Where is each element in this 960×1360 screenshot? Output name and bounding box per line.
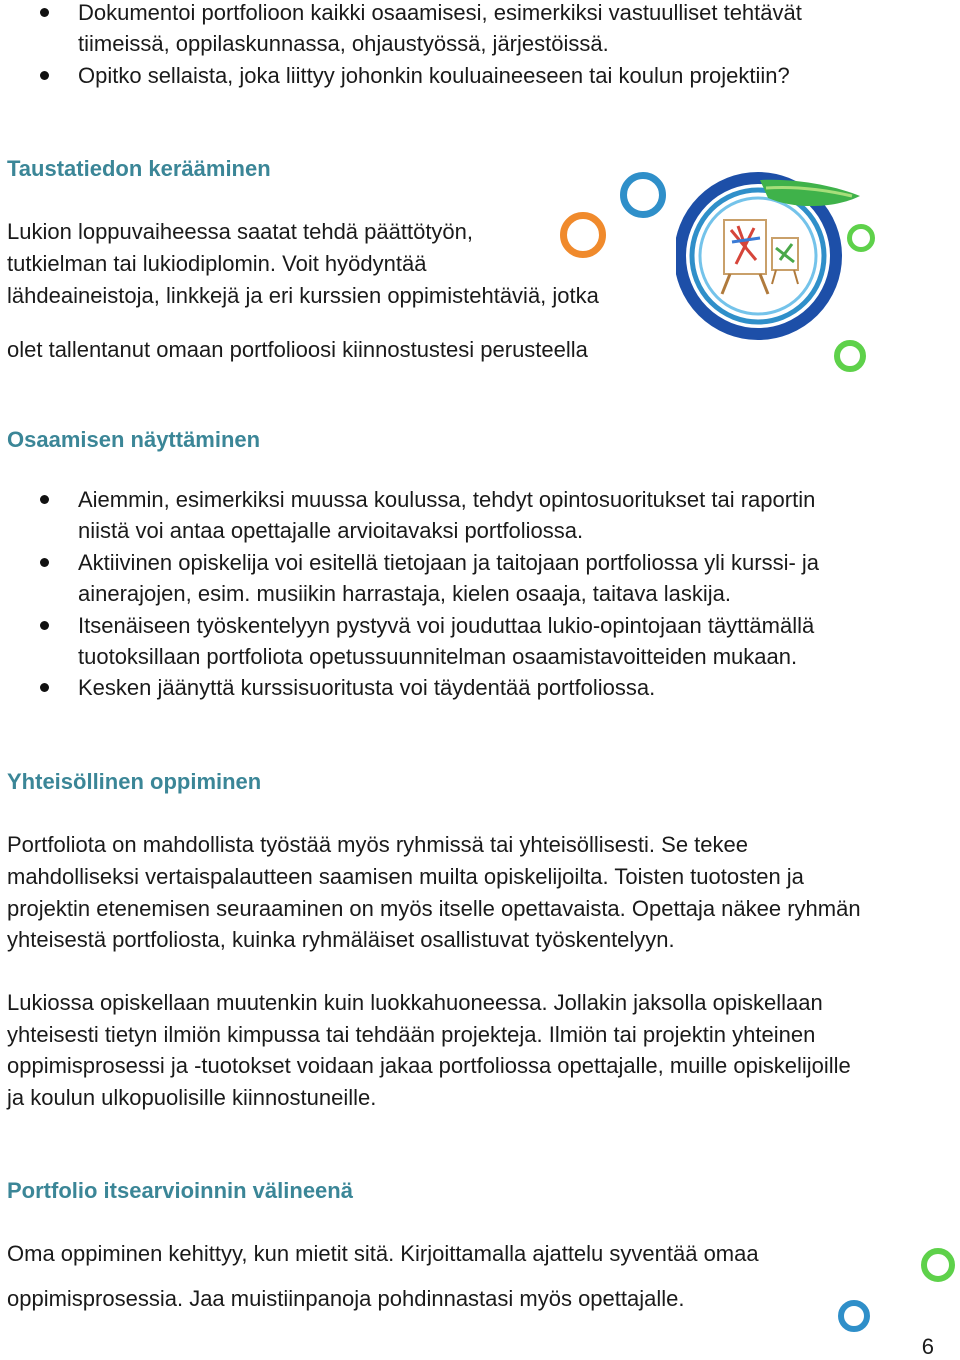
- list-item: Aktiivinen opiskelija voi esitellä tietojaan ja taitojaan portfoliossa yli kurssi- ja: [78, 550, 820, 575]
- list-item: tuotoksillaan portfoliota opetussuunnitelman osaamistavoitteiden mukaan.: [78, 644, 798, 669]
- bullet-dot: [40, 71, 49, 80]
- painting-easels-icon: [676, 168, 866, 340]
- list-item: Aiemmin, esimerkiksi muussa koulussa, tehdyt opintosuoritukset tai raportin: [78, 487, 816, 512]
- list-item: Dokumentoi portfolioon kaikki osaamisesi, esimerkiksi vastuulliset tehtävät: [78, 0, 802, 25]
- list-item: Opitko sellaista, joka liittyy johonkin kouluaineeseen tai koulun projektiin?: [78, 63, 790, 88]
- paragraph-line: olet tallentanut omaan portfolioosi kiinnostustesi perusteella: [7, 337, 588, 362]
- blue-ring-icon: [620, 172, 666, 218]
- paragraph-line: projektin etenemisen seuraaminen on myös itselle opettavaista. Opettaja näkee ryhmän: [7, 896, 861, 921]
- green-ring-icon: [834, 340, 866, 372]
- paragraph-line: oppimisprosessia. Jaa muistiinpanoja pohdinnastasi myös opettajalle.: [7, 1286, 685, 1311]
- section-heading: Taustatiedon kerääminen: [7, 156, 271, 181]
- section-heading: Osaamisen näyttäminen: [7, 427, 261, 452]
- orange-ring-icon: [560, 212, 606, 258]
- bullet-dot: [40, 683, 49, 692]
- bullet-dot: [40, 558, 49, 567]
- section-heading: Yhteisöllinen oppiminen: [7, 769, 262, 794]
- blue-ring-icon: [838, 1300, 870, 1332]
- bullet-dot: [40, 495, 49, 504]
- paragraph-line: oppimisprosessi ja -tuotokset voidaan jakaa portfoliossa opettajalle, muille opiskelijoille: [7, 1053, 851, 1078]
- paragraph-line: Lukiossa opiskellaan muutenkin kuin luokkahuoneessa. Jollakin jaksolla opiskellaan: [7, 990, 823, 1015]
- paragraph-line: tutkielman tai lukiodiplomin. Voit hyödyntää: [7, 251, 427, 276]
- paragraph-line: Lukion loppuvaiheessa saatat tehdä päättötyön,: [7, 219, 474, 244]
- paragraph-line: mahdolliseksi vertaispalautteen saamisen muilta opiskelijoilta. Toisten tuotosten ja: [7, 864, 804, 889]
- list-item: Itsenäiseen työskentelyyn pystyvä voi jouduttaa lukio-opintojaan täyttämällä: [78, 613, 815, 638]
- paragraph-line: yhteisestä portfoliosta, kuinka ryhmäläiset osallistuvat työskentelyyn.: [7, 927, 675, 952]
- section-heading: Portfolio itsearvioinnin välineenä: [7, 1178, 353, 1203]
- list-item: niistä voi antaa opettajalle arvioitavaksi portfoliossa.: [78, 518, 584, 543]
- list-item: tiimeissä, oppilaskunnassa, ohjaustyössä, järjestöissä.: [78, 31, 609, 56]
- page-number: 6: [921, 1334, 934, 1359]
- green-ring-icon: [921, 1248, 955, 1282]
- bullet-dot: [40, 8, 49, 17]
- paragraph-line: Oma oppiminen kehittyy, kun mietit sitä. Kirjoittamalla ajattelu syventää omaa: [7, 1241, 759, 1266]
- paragraph-line: Portfoliota on mahdollista työstää myös ryhmissä tai yhteisöllisesti. Se tekee: [7, 832, 748, 857]
- paragraph-line: yhteisesti tietyn ilmiön kimpussa tai tehdään projekteja. Ilmiön tai projektin yhteinen: [7, 1022, 816, 1047]
- list-item: Kesken jäänyttä kurssisuoritusta voi täydentää portfoliossa.: [78, 675, 656, 700]
- bullet-dot: [40, 621, 49, 630]
- list-item: ainerajojen, esim. musiikin harrastaja, kielen osaaja, taitava laskija.: [78, 581, 731, 606]
- paragraph-line: ja koulun ulkopuolisille kiinnostuneille.: [7, 1085, 377, 1110]
- paragraph-line: lähdeaineistoja, linkkejä ja eri kurssien oppimistehtäviä, jotka: [7, 283, 599, 308]
